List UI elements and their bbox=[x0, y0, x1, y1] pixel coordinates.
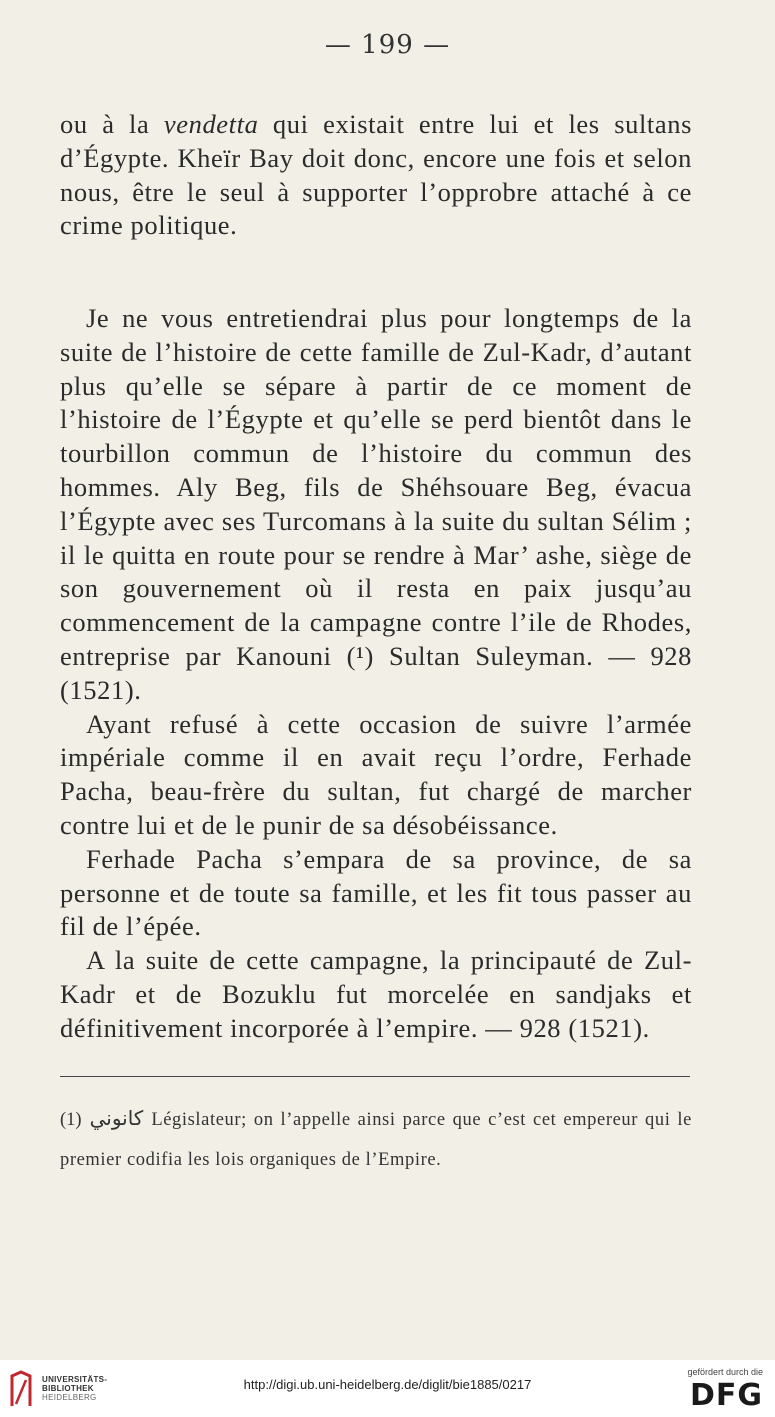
paragraph-0-run-2: qui existait entre lui et les sultans d’Égypte. Kheïr Bay doit donc, encore une fois et selon nous, être le seul à supporter l’opprobre attaché à ce crime politique. bbox=[60, 109, 693, 241]
paragraph-0 bbox=[60, 108, 692, 243]
dfg-logo: DFG bbox=[689, 1378, 763, 1413]
footnote-marker: (1) bbox=[60, 1110, 82, 1130]
library-name-line1: UNIVERSITÄTS- bbox=[42, 1375, 108, 1384]
paragraph-0-run-0: ou à la bbox=[60, 109, 164, 139]
funder-note: gefördert durch die bbox=[687, 1367, 763, 1377]
library-name-line2: BIBLIOTHEK bbox=[42, 1384, 94, 1393]
paragraph-2: Ayant refusé à cette occasion de suivre l’armée impériale comme il en avait reçu l’ordre, Ferhade Pacha, beau-frère du sultan, fut chargé de marcher contre lui et de le punir de sa désobéissance. bbox=[60, 708, 692, 840]
permalink-url[interactable]: http://digi.ub.uni-heidelberg.de/diglit/bie1885/0217 bbox=[243, 1377, 532, 1392]
library-name-line3: HEIDELBERG bbox=[42, 1393, 97, 1402]
paragraph-4: A la suite de cette campagne, la principauté de Zul-Kadr et de Bozuklu fut morcelée en sandjaks et définitivement incorporée à l’empire. — 928 (1521). bbox=[60, 945, 692, 1043]
footer-bar bbox=[0, 1360, 775, 1417]
footnote-divider bbox=[60, 1076, 690, 1077]
footnote bbox=[60, 1098, 692, 1180]
footnote-text: Législateur; on l’appelle ainsi parce que c’est cet empereur qui le premier codifia les lois organiques de l’Empire. bbox=[60, 1110, 692, 1170]
text-block-top bbox=[60, 108, 692, 243]
text-block-main bbox=[60, 302, 692, 1046]
paragraph-0-run-italic: vendetta bbox=[163, 109, 259, 139]
paragraph-1: Je ne vous entretiendrai plus pour longtemps de la suite de l’histoire de cette famille de Zul-Kadr, d’autant plus qu’elle se sépare à partir de ce moment de l’histoire de l’Égypte et qu’elle se perd bientôt dans le tourbillon commun de l’histoire du commun des hommes. Aly Beg, fils de Shéhsouare Beg, évacua l’Égypte avec ses Turcomans à la suite du sultan Sélim ; il le quitta en route pour se rendre à Mar’ ashe, siège de son gouvernement où il resta en paix jusqu’au commencement de la campagne contre l’ile de Rhodes, entreprise par Kanouni (¹) Sultan Suleyman. — 928 (1521). bbox=[60, 303, 692, 705]
page-number: — 199 — bbox=[324, 30, 451, 60]
footnote-arabic: كانوني bbox=[89, 1106, 144, 1130]
paragraph-3: Ferhade Pacha s’empara de sa province, de sa personne et de toute sa famille, et les fit tous passer au fil de l’épée. bbox=[60, 843, 692, 942]
